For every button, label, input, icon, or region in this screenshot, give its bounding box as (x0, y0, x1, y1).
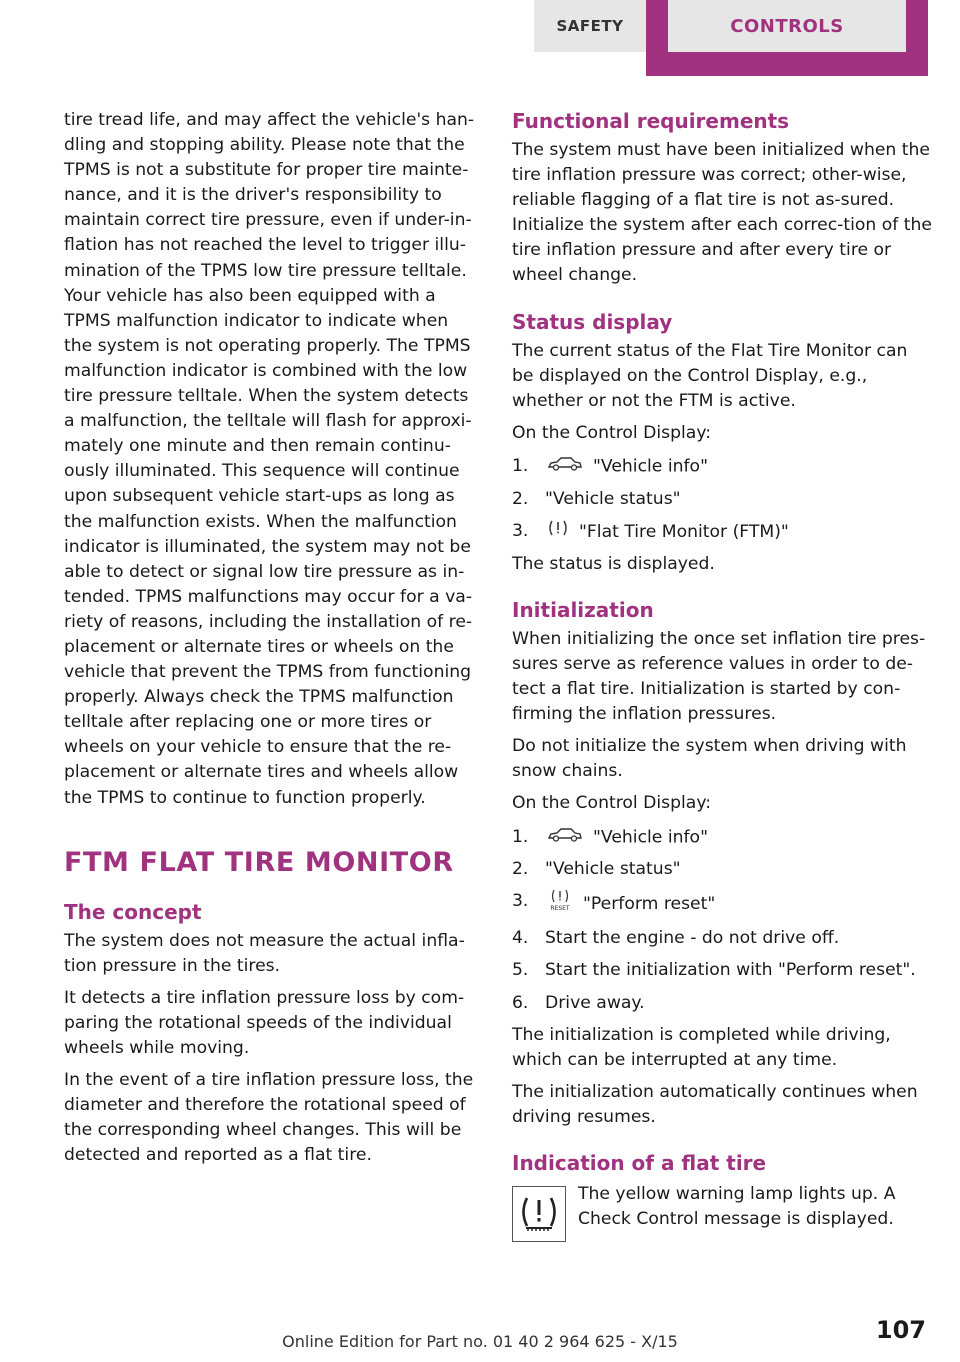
step-number: 6. (512, 992, 529, 1013)
car-icon (547, 454, 583, 479)
left-column (64, 108, 480, 1175)
step-text: "Vehicle info" (593, 827, 708, 848)
svg-text:RESET: RESET (550, 905, 570, 912)
right-column (512, 108, 932, 1242)
tab-controls-label: CONTROLS (668, 0, 906, 52)
flat-tire-heading: Indication of a flat tire (512, 1151, 767, 1176)
list-item (512, 454, 932, 480)
step-text: "Vehicle info" (593, 456, 708, 477)
step-text: Drive away. (545, 992, 645, 1013)
initialization-paragraph-3: The initialization is completed while driving, which can be interrupted at any time. (512, 1024, 891, 1070)
list-item (512, 958, 932, 983)
list-item (512, 926, 932, 951)
car-icon (547, 825, 583, 850)
step-text: "Flat Tire Monitor (FTM)" (579, 521, 789, 542)
list-item (512, 889, 932, 919)
flat-tire-text: The yellow warning lamp lights up. A Check Control message is displayed. (578, 1184, 896, 1230)
functional-paragraph: The system must have been initialized when the tire inflation pressure was correct; other-wise, reliable flagging of a flat tire is not as-sured. Initialize the system after each correc-tion of the tire inflation pressure and after every tire or wheel change. (512, 140, 932, 286)
initialization-on-display: On the Control Display: (512, 793, 712, 814)
step-text: "Vehicle status" (545, 859, 681, 880)
step-number: 2. (512, 859, 529, 880)
step-number: 3. (512, 520, 529, 541)
concept-paragraph-2: It detects a tire inflation pressure loss by com-paring the rotational speeds of the individual wheels while moving. (64, 987, 465, 1058)
tab-safety[interactable]: SAFETY (534, 0, 646, 52)
tire-reset-icon (547, 889, 573, 919)
flat-tire-warning-icon (512, 1186, 566, 1242)
section-title: FTM FLAT TIRE MONITOR (64, 846, 454, 878)
step-text: "Perform reset" (583, 894, 716, 915)
page-number: 107 (875, 1316, 926, 1344)
step-number: 5. (512, 960, 529, 981)
list-item (512, 825, 932, 851)
intro-paragraph: tire tread life, and may affect the vehicle's han-dling and stopping ability. Please note that the TPMS is not a substitute for proper tire mainte-nance, and it is the driver's responsibility to maintain correct tire pressure, even if under-in-flation has not reached the level to trigger illu-mination of the TPMS low tire pressure telltale. Your vehicle has also been equipped with a TPMS malfunction indicator to indicate when the system is not operating properly. The TPMS malfunction indicator is combined with the low tire pressure telltale. When the system detects a malfunction, the telltale will flash for approxi-mately one minute and then remain continu-ously illuminated. This sequence will continue upon subsequent vehicle start-ups as long as the malfunction exists. When the malfunction indicator is illuminated, the system may not be able to detect or signal low tire pressure as in-tended. TPMS malfunctions may occur for a va-riety of reasons, including the installation of re-placement or alternate tires or wheels on the vehicle that prevent the TPMS from functioning properly. Always check the TPMS malfunction telltale after replacing one or more tires or wheels on your vehicle to ensure that the re-placement or alternate tires and wheels allow the TPMS to continue to function properly. (64, 110, 475, 808)
initialization-paragraph-1: When initializing the once set inflation tire pres-sures serve as reference values in order to de-tect a flat tire. Initialization is started by con-firming the inflation pressures. (512, 628, 926, 725)
initialization-paragraph-4: The initialization automatically continues when driving resumes. (512, 1081, 918, 1127)
status-steps-list (512, 454, 932, 545)
step-number: 3. (512, 891, 529, 912)
concept-paragraph-1: The system does not measure the actual infla-tion pressure in the tires. (64, 930, 465, 976)
step-number: 1. (512, 455, 529, 476)
concept-paragraph-3: In the event of a tire inflation pressure loss, the diameter and therefore the rotational speed of the corresponding wheel changes. This will be detected and reported as a flat tire. (64, 1070, 474, 1166)
initialization-paragraph-2: Do not initialize the system when driving with snow chains. (512, 736, 907, 782)
tab-controls[interactable] (646, 0, 928, 76)
flat-tire-indication (512, 1182, 932, 1242)
step-number: 2. (512, 488, 529, 509)
status-paragraph: The current status of the Flat Tire Monitor can be displayed on the Control Display, e.g., whether or not the FTM is active. (512, 340, 908, 411)
header-tabs (534, 0, 928, 76)
list-item (512, 857, 932, 882)
status-result: The status is displayed. (512, 553, 715, 574)
list-item (512, 487, 932, 512)
step-text: "Vehicle status" (545, 488, 681, 509)
step-number: 4. (512, 928, 529, 949)
initialization-steps-list (512, 825, 932, 1016)
footer-edition: Online Edition for Part no. 01 40 2 964 625 - X/15 (282, 1332, 678, 1351)
tire-warning-icon (547, 519, 569, 545)
status-on-display: On the Control Display: (512, 422, 712, 443)
initialization-heading: Initialization (512, 597, 654, 622)
list-item (512, 991, 932, 1016)
list-item (512, 519, 932, 545)
concept-heading: The concept (64, 899, 202, 924)
status-heading: Status display (512, 309, 673, 334)
step-text: Start the engine - do not drive off. (545, 928, 840, 949)
functional-heading: Functional requirements (512, 109, 790, 133)
step-number: 1. (512, 826, 529, 847)
step-text: Start the initialization with "Perform reset". (545, 960, 916, 981)
